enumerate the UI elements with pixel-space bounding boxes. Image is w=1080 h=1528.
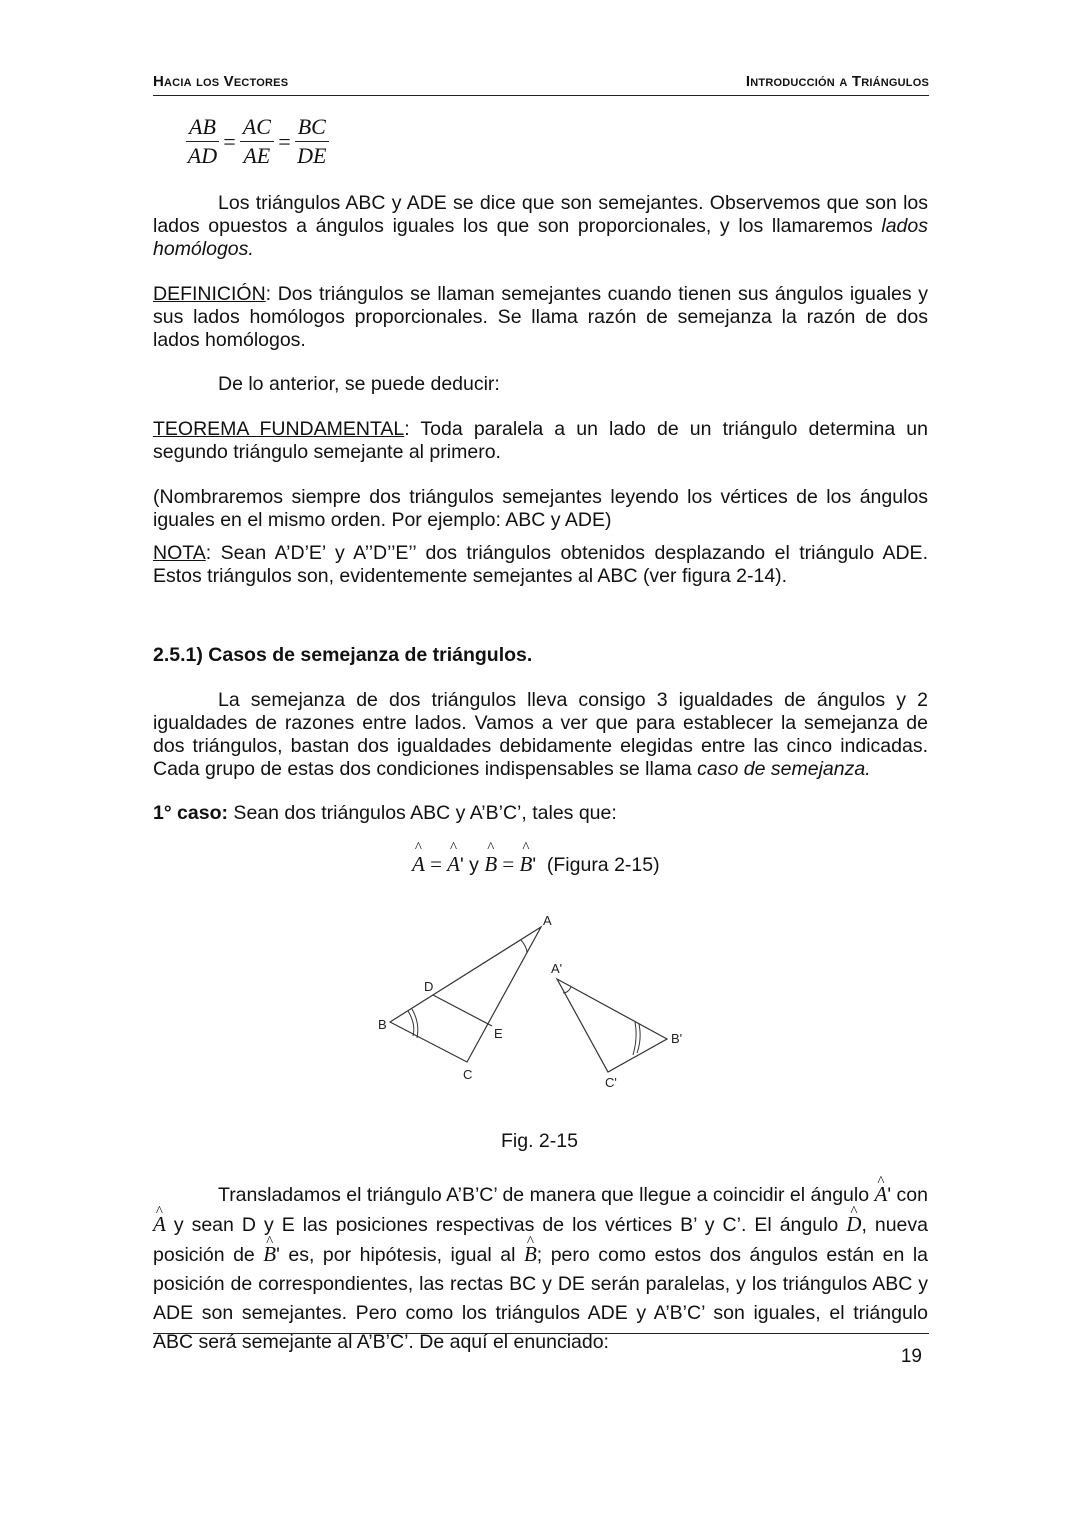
prime-mark: ' (532, 854, 537, 876)
paragraph-nombraremos: (Nombraremos siempre dos triángulos semejantes leyendo los vértices de los ángulos iguales en el mismo orden. Por ejemplo: ABC y ADE) (153, 486, 928, 531)
angle-symbol: ^ B (524, 1240, 537, 1269)
fraction-ac-ae (240, 113, 274, 170)
paragraph-text: con (896, 1184, 928, 1206)
case-text: Sean dos triángulos ABC y A’B’C’, tales que: (228, 802, 617, 824)
angle-symbol: ^ D (846, 1210, 861, 1239)
vertex-label-e: E (494, 1026, 503, 1041)
note-text: : Sean A’D’E’ y A’’D’’E’’ dos triángulos obtenidos desplazando el triángulo ADE. Estos triángulos son, evidentemente semejantes al ABC (ver figura 2-14). (153, 542, 928, 587)
case-one-paragraph (153, 802, 928, 825)
page-number: 19 (900, 1346, 922, 1367)
paragraph-text: nueva posición de (153, 1214, 928, 1266)
vertex-label-c-prime: C' (605, 1075, 617, 1090)
triangle-a-prime (557, 979, 667, 1072)
prime-mark: ' (887, 1184, 892, 1206)
paragraph-text: y sean D y E las posiciones respectivas de los vértices B’ y C’. El ángulo (165, 1214, 847, 1236)
angle-symbol: ^ B (263, 1240, 276, 1269)
italic-term: lados homólogos. (153, 215, 928, 260)
angle-arc-a (521, 940, 527, 953)
footer-rule (153, 1333, 929, 1334)
segment-de (433, 995, 492, 1026)
numerator: BC (295, 113, 329, 142)
angle-equality-formula (412, 852, 660, 877)
definition-text: : Dos triángulos se llaman semejantes cuando tienen sus ángulos iguales y sus lados homólogos proporcionales. Se llama razón de semejanza la razón de dos lados homólogos. (153, 283, 928, 351)
formula-connector: ' y (460, 854, 485, 876)
definition-label: DEFINICIÓN (153, 283, 266, 305)
vertex-label-b-prime: B' (671, 1031, 683, 1046)
header-left-title: Hacia los Vectores (153, 73, 289, 90)
page-header (153, 73, 929, 96)
triangle-figure (370, 912, 700, 1097)
angle-symbol: ^ B (484, 852, 497, 877)
section-title: 2.5.1) Casos de semejanza de triángulos. (153, 644, 533, 666)
paragraph-casos (153, 689, 928, 781)
triangle-abc (390, 927, 541, 1062)
numerator: AB (186, 113, 219, 142)
figure-reference: (Figura 2-15) (546, 854, 660, 876)
vertex-label-a-prime: A' (551, 961, 563, 976)
note-paragraph (153, 542, 928, 588)
paragraph-text: ; pero como estos dos ángulos están en la posición de correspondientes, las rectas BC y DE serán paralelas, y los triángulos ABC y ADE son semejantes. Pero como los triángulos ADE y A’B’C’ son iguales, el triángulo ABC será semejante al A’B’C’. De aquí el enunciado: (153, 1244, 928, 1353)
equals-sign: = (221, 128, 237, 154)
paragraph-semejantes (153, 192, 928, 261)
denominator: AD (187, 143, 218, 168)
equals-sign: = (497, 852, 520, 876)
angle-symbol: ^ A (875, 1180, 888, 1209)
numerator: AC (240, 113, 274, 142)
note-label: NOTA (153, 542, 206, 564)
vertex-label-b: B (378, 1017, 387, 1032)
paragraph-deducir: De lo anterior, se puede deducir: (218, 373, 500, 395)
vertex-label-c: C (463, 1067, 473, 1082)
theorem-paragraph (153, 418, 928, 464)
denominator: AE (243, 143, 271, 168)
paragraph-text: , (861, 1214, 867, 1236)
angle-symbol: ^ A (153, 1210, 166, 1239)
denominator: DE (297, 143, 327, 168)
angle-arc-b-prime (633, 1022, 636, 1055)
prime-mark: ' (276, 1244, 280, 1266)
figure-caption: Fig. 2-15 (501, 1130, 578, 1152)
paragraph-text: La semejanza de dos triángulos lleva consigo 3 igualdades de ángulos y 2 igualdades de razones entre lados. Vamos a ver que para establecer la semejanza de dos triángulos, bastan dos igualdades debidamente elegidas entre las cinco indicadas. Cada grupo de estas dos condiciones indispensables se llama (153, 689, 928, 780)
theorem-label: TEOREMA FUNDAMENTAL (153, 418, 405, 440)
paragraph-text: Los triángulos ABC y ADE se dice que son semejantes. Observemos que son los lados opuestos a ángulos iguales los que son proporcionales, y los llamaremos (153, 192, 928, 237)
equals-sign: = (424, 852, 448, 876)
vertex-label-d: D (424, 979, 434, 994)
equals-sign: = (276, 128, 292, 154)
case-label: 1° caso: (153, 802, 229, 824)
angle-symbol: ^ A (447, 852, 460, 877)
angle-symbol: ^ A (412, 852, 425, 877)
paragraph-transladamos (153, 1180, 928, 1357)
fraction-bc-de (295, 113, 329, 170)
header-right-title: Introducción a Triángulos (745, 73, 929, 90)
angle-symbol: ^ B (519, 852, 532, 877)
angle-arc-b-prime (637, 1024, 640, 1053)
vertex-label-a: A (543, 913, 552, 928)
paragraph-text: es, por hipótesis, igual al (279, 1244, 524, 1266)
paragraph-text: Transladamos el triángulo A’B’C’ de manera que llegue a coincidir el ángulo (218, 1184, 875, 1206)
definition-paragraph (153, 283, 928, 352)
italic-term: caso de semejanza. (697, 758, 871, 780)
fraction-ab-ad (186, 113, 219, 170)
theorem-text: : Toda paralela a un lado de un triángulo determina un segundo triángulo semejante al primero. (153, 418, 928, 463)
ratio-equation (186, 113, 329, 170)
